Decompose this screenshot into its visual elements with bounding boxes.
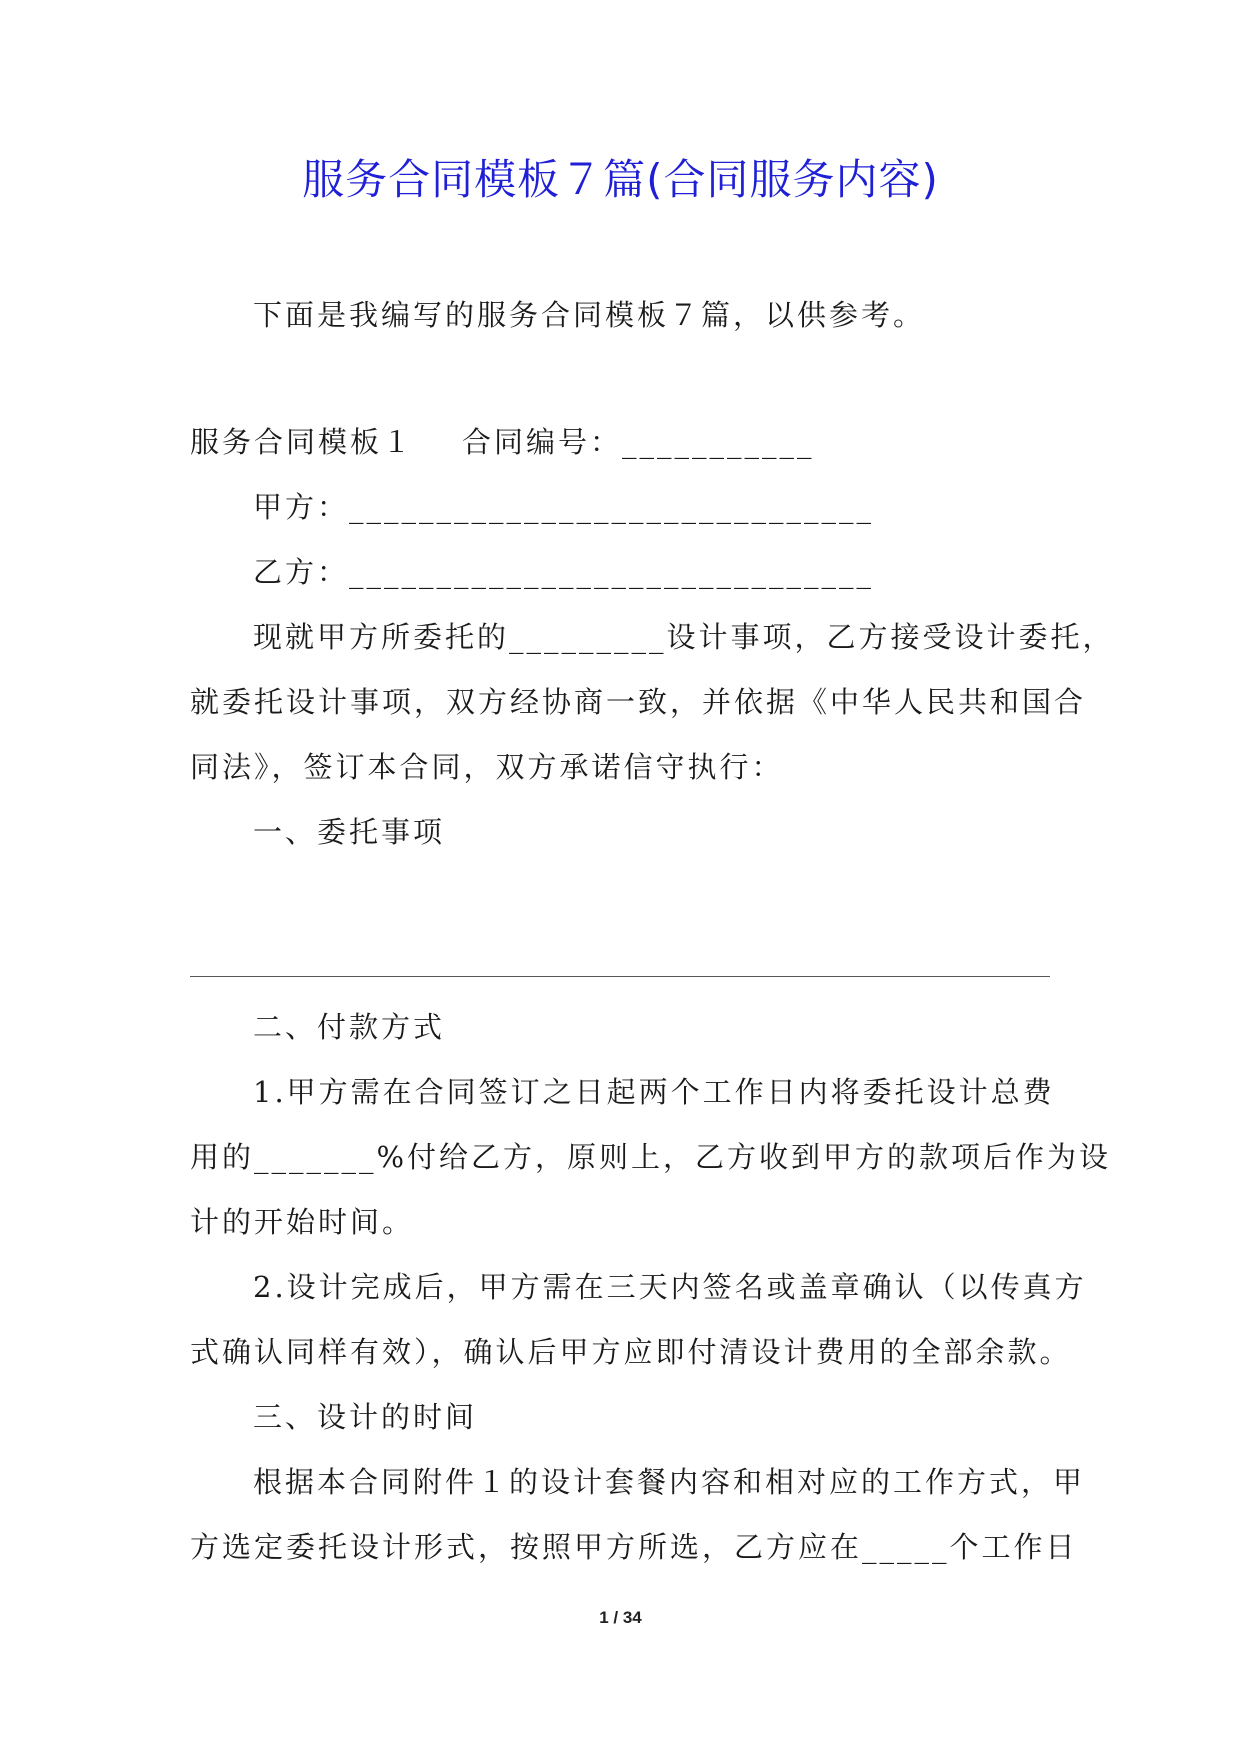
time-clause-line: 根据本合同附件１的设计套餐内容和相对应的工作方式，甲 bbox=[253, 1465, 1086, 1499]
page-number: 1 / 34 bbox=[599, 1608, 642, 1627]
blank-fill-line bbox=[190, 976, 1050, 977]
payment-clause-line: 计的开始时间。 bbox=[190, 1205, 415, 1239]
section-heading-design-time: 三、设计的时间 bbox=[253, 1400, 478, 1434]
payment-clause-line: 用的_______%付给乙方，原则上，乙方收到甲方的款项后作为设 bbox=[190, 1140, 1112, 1174]
document-title: 服务合同模板７篇(合同服务内容) bbox=[302, 155, 939, 204]
section-heading-delegation: 一、委托事项 bbox=[253, 815, 446, 849]
body-paragraph-line: 现就甲方所委托的_________设计事项，乙方接受设计委托， bbox=[253, 620, 1115, 654]
party-a-field: 甲方：______________________________ bbox=[253, 490, 875, 524]
payment-clause-line: 式确认同样有效），确认后甲方应即付清设计费用的全部余款。 bbox=[190, 1335, 1072, 1369]
intro-text: 下面是我编写的服务合同模板７篇，以供参考。 bbox=[253, 298, 926, 332]
party-b-field: 乙方：______________________________ bbox=[253, 555, 875, 589]
section-heading-payment: 二、付款方式 bbox=[253, 1010, 446, 1044]
contract-number-field: 合同编号：___________ bbox=[462, 425, 815, 459]
payment-clause-line: 2.设计完成后，甲方需在三天内签名或盖章确认（以传真方 bbox=[253, 1270, 1087, 1304]
template-label: 服务合同模板１ bbox=[190, 425, 415, 459]
time-clause-line: 方选定委托设计形式，按照甲方所选，乙方应在_____个工作日 bbox=[190, 1530, 1078, 1564]
body-paragraph-line: 同法》，签订本合同，双方承诺信守执行： bbox=[190, 750, 784, 784]
payment-clause-line: 1.甲方需在合同签订之日起两个工作日内将委托设计总费 bbox=[253, 1075, 1055, 1109]
body-paragraph-line: 就委托设计事项，双方经协商一致，并依据《中华人民共和国合 bbox=[190, 685, 1087, 719]
